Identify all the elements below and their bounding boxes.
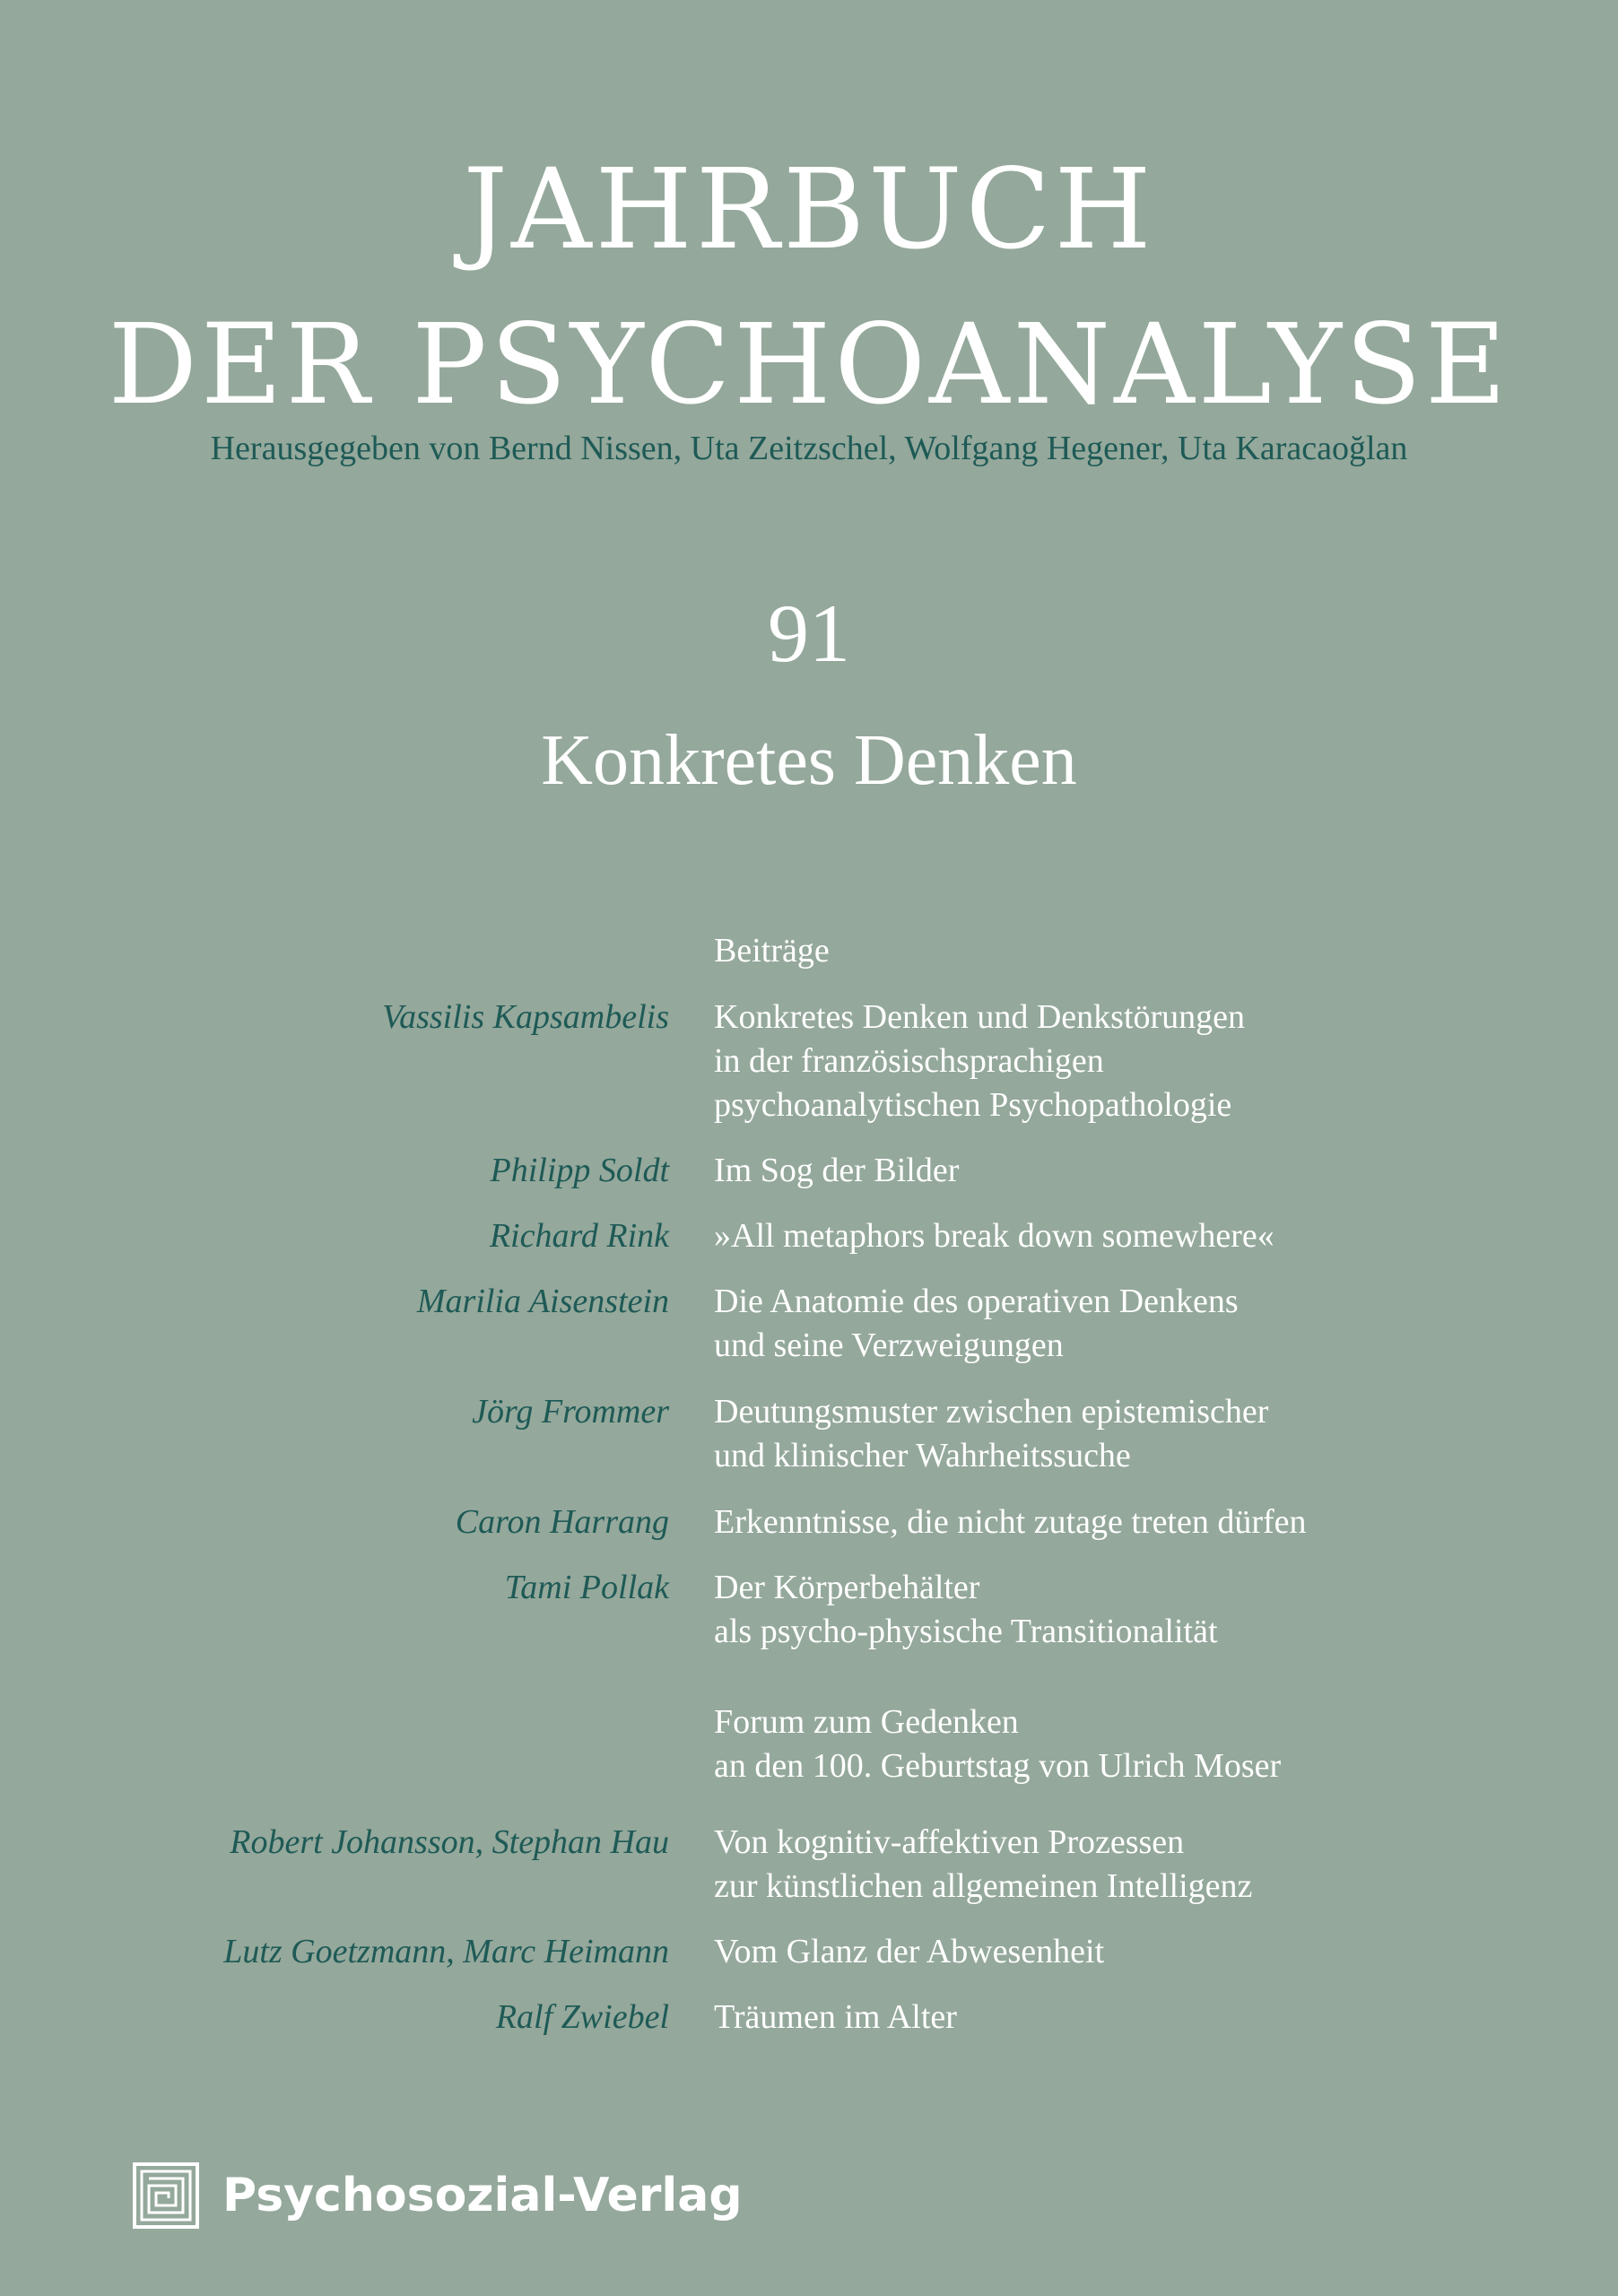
entry-title-line: Die Anatomie des operativen Denkens	[714, 1283, 1239, 1320]
entry-title	[714, 1390, 1611, 1478]
entry-author: Ralf Zwiebel	[495, 1998, 669, 2036]
entry-title	[714, 996, 1611, 1127]
title-line-2: DER PSYCHOANALYSE	[108, 300, 1510, 430]
entry-title	[714, 1930, 1611, 1974]
entry-author: Robert Johansson, Stephan Hau	[230, 1823, 669, 1861]
entry-title-line: Der Körperbehälter	[714, 1569, 980, 1606]
entry-author: Richard Rink	[489, 1217, 669, 1255]
entry-title-line: Vom Glanz der Abwesenheit	[714, 1933, 1105, 1970]
entry-title	[714, 1149, 1611, 1193]
entry-author: Marilia Aisenstein	[416, 1283, 669, 1320]
entry-author: Tami Pollak	[504, 1569, 669, 1606]
entry-title	[714, 1996, 1611, 2039]
entry-title	[714, 1280, 1611, 1368]
entry-title-line: Träumen im Alter	[714, 1998, 957, 2036]
entry-title-line: Erkenntnisse, die nicht zutage treten dürfen	[714, 1503, 1307, 1541]
entry-title	[714, 1500, 1611, 1544]
entry-title-line: Von kognitiv-affektiven Prozessen	[714, 1823, 1185, 1861]
entry-title	[714, 1214, 1611, 1258]
entry-title-line: »All metaphors break down somewhere«	[714, 1217, 1274, 1255]
maze-logo-icon	[133, 2162, 199, 2229]
entry-title-line: als psycho-physische Transitionalität	[714, 1613, 1218, 1650]
entry-title-line: Deutungsmuster zwischen epistemischer	[714, 1393, 1269, 1431]
publisher-block	[133, 2160, 743, 2231]
publisher-name: Psychosozial-Verlag	[222, 2169, 743, 2222]
entry-title-line: Konkretes Denken und Denkstörungen	[714, 998, 1246, 1036]
entry-author: Vassilis Kapsambelis	[382, 998, 669, 1036]
issue-number: 91	[768, 587, 850, 679]
section-heading-beitraege: Beiträge	[714, 932, 830, 970]
entry-author: Jörg Frommer	[472, 1393, 669, 1431]
title-line-1: JAHRBUCH	[463, 145, 1155, 274]
entry-author: Philipp Soldt	[490, 1152, 669, 1189]
entry-author: Caron Harrang	[455, 1503, 669, 1541]
entry-author: Lutz Goetzmann, Marc Heimann	[223, 1933, 669, 1970]
editors-line: Herausgegeben von Bernd Nissen, Uta Zeitzschel, Wolfgang Hegener, Uta Karacaoğlan	[210, 430, 1408, 467]
entry-title-line: und seine Verzweigungen	[714, 1326, 1064, 1364]
entry-title-line: in der französischsprachigen	[714, 1042, 1104, 1080]
section-heading-line: an den 100. Geburtstag von Ulrich Moser	[714, 1747, 1282, 1785]
entry-title-line: und klinischer Wahrheitssuche	[714, 1437, 1131, 1474]
entry-title-line: psychoanalytischen Psychopathologie	[714, 1086, 1232, 1124]
issue-theme: Konkretes Denken	[541, 721, 1077, 800]
section-heading-forum	[714, 1700, 1611, 1788]
entry-title-line: zur künstlichen allgemeinen Intelligenz	[714, 1867, 1253, 1905]
entry-title	[714, 1821, 1611, 1909]
entry-title	[714, 1566, 1611, 1654]
entry-title-line: Im Sog der Bilder	[714, 1152, 960, 1189]
section-heading-line: Forum zum Gedenken	[714, 1703, 1019, 1741]
